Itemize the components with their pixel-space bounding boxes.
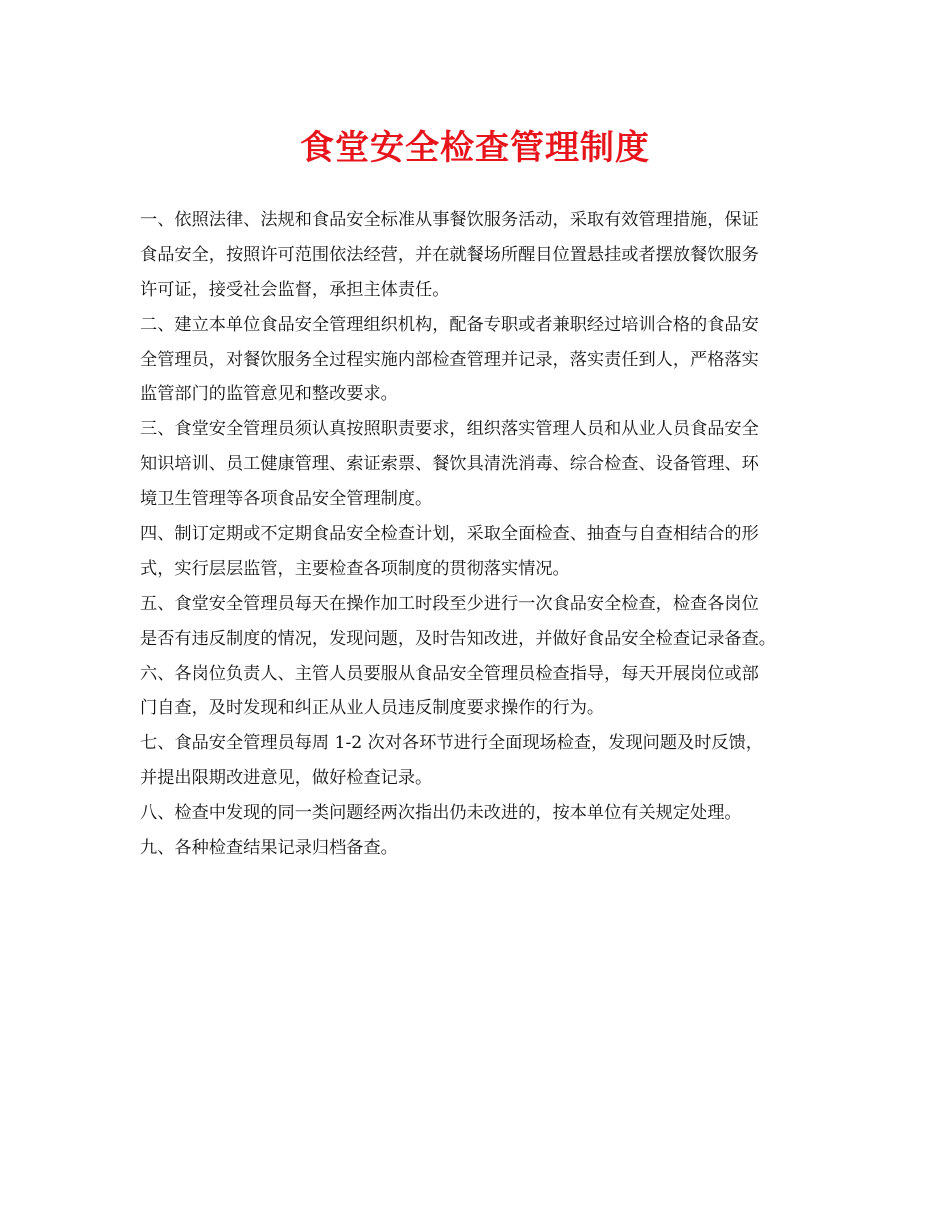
body-line: 是否有违反制度的情况，发现问题，及时告知改进，并做好食品安全检查记录备查。	[140, 628, 776, 649]
body-line: 监管部门的监管意见和整改要求。	[140, 384, 398, 405]
body-line: 并提出限期改进意见，做好检查记录。	[140, 768, 433, 789]
body-line: 式，实行层层监管，主要检查各项制度的贯彻落实情况。	[140, 558, 570, 579]
body-line: 食品安全，按照许可范围依法经营，并在就餐场所醒目位置悬挂或者摆放餐饮服务	[140, 244, 759, 265]
body-line: 五、食堂安全管理员每天在操作加工时段至少进行一次食品安全检查，检查各岗位	[140, 593, 759, 614]
body-line: 门自查，及时发现和纠正从业人员违反制度要求操作的行为。	[140, 698, 605, 719]
body-line: 境卫生管理等各项食品安全管理制度。	[140, 489, 433, 510]
body-line: 全管理员，对餐饮服务全过程实施内部检查管理并记录，落实责任到人，严格落实	[140, 349, 759, 370]
body-line: 八、检查中发现的同一类问题经两次指出仍未改进的，按本单位有关规定处理。	[140, 803, 742, 824]
body-line: 知识培训、员工健康管理、索证索票、餐饮具清洗消毒、综合检查、设备管理、环	[140, 454, 759, 475]
body-line: 四、制订定期或不定期食品安全检查计划，采取全面检查、抽查与自查相结合的形	[140, 524, 759, 545]
body-line: 九、各种检查结果记录归档备查。	[140, 838, 398, 859]
body-line: 六、各岗位负责人、主管人员要服从食品安全管理员检查指导，每天开展岗位或部	[140, 663, 759, 684]
body-line: 一、依照法律、法规和食品安全标准从事餐饮服务活动，采取有效管理措施，保证	[140, 210, 759, 230]
body-line: 七、食品安全管理员每周 1-2 次对各环节进行全面现场检查，发现问题及时反馈，	[140, 733, 763, 754]
document-body	[140, 203, 830, 866]
document-title: 食堂安全检查管理制度	[300, 128, 650, 168]
body-line: 许可证，接受社会监督，承担主体责任。	[140, 279, 450, 300]
body-line: 二、建立本单位食品安全管理组织机构，配备专职或者兼职经过培训合格的食品安	[140, 314, 759, 335]
body-line: 三、食堂安全管理员须认真按照职责要求，组织落实管理人员和从业人员食品安全	[140, 419, 759, 440]
